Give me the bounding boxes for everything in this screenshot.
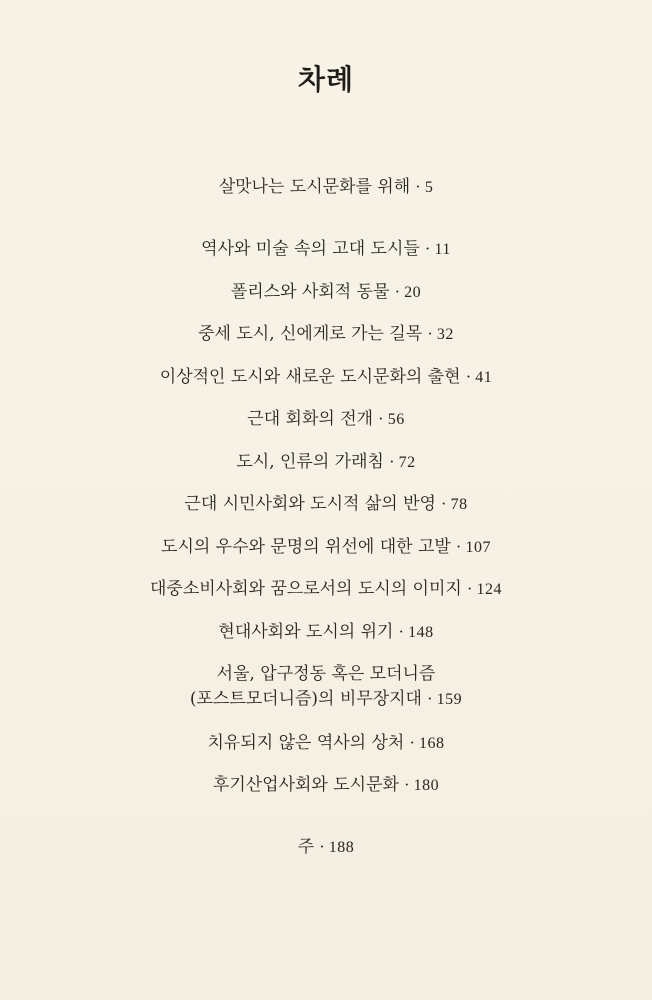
- toc-page-number: 5: [424, 179, 434, 196]
- toc-separator: ·: [394, 282, 401, 301]
- toc-entry-line2: [0, 688, 652, 711]
- toc-separator: ·: [466, 579, 473, 598]
- toc-page-number: 72: [398, 454, 416, 471]
- toc-entry-title: 폴리스와 사회적 동물: [230, 282, 390, 302]
- toc-entry: [0, 281, 652, 304]
- toc-page-number: 56: [387, 411, 405, 428]
- toc-separator: ·: [426, 689, 433, 708]
- toc-page-number: 11: [434, 241, 451, 258]
- toc-separator: ·: [388, 452, 395, 471]
- toc-separator: ·: [455, 537, 462, 556]
- toc-separator: ·: [378, 409, 384, 428]
- toc-entry-title: 역사와 미술 속의 고대 도시들: [201, 239, 420, 259]
- toc-entry: [0, 732, 652, 755]
- toc-separator: ·: [427, 324, 433, 343]
- toc-entry-line1: [0, 663, 652, 685]
- toc-page-number: 180: [413, 777, 440, 794]
- toc-page-number: 41: [475, 369, 493, 386]
- toc-entry: [0, 323, 652, 346]
- toc-entry: [0, 408, 652, 431]
- toc-separator: ·: [403, 775, 410, 794]
- toc-entry: [0, 493, 652, 516]
- toc-entry-title: 주: [297, 837, 315, 857]
- toc-entry: [0, 451, 652, 474]
- toc-entry-title: 서울, 압구정동 혹은 모더니즘: [216, 664, 436, 684]
- toc-entry-title: 도시, 인류의 가래침: [236, 452, 384, 472]
- toc-separator: ·: [398, 622, 405, 641]
- toc-entry: [0, 578, 652, 601]
- toc-entry: [0, 176, 652, 199]
- toc-entry-title: 치유되지 않은 역사의 상처: [207, 733, 405, 753]
- toc-separator: ·: [424, 239, 431, 258]
- toc-entry-title: 이상적인 도시와 새로운 도시문화의 출현: [159, 367, 461, 387]
- toc-separator: ·: [319, 837, 325, 856]
- toc-entry-notes: [0, 836, 652, 859]
- toc-entry: [0, 536, 652, 559]
- toc-entry: [0, 238, 652, 261]
- toc-page-number: 20: [404, 284, 422, 301]
- toc-entry: [0, 621, 652, 644]
- toc-entry-title: 근대 회화의 전개: [247, 409, 374, 429]
- toc-entry-title: 후기산업사회와 도시문화: [212, 775, 399, 795]
- toc-entry-title: 근대 시민사회와 도시적 삶의 반영: [184, 494, 436, 514]
- toc-page-number: 148: [408, 624, 434, 641]
- toc-entry-title: 현대사회와 도시의 위기: [218, 622, 394, 642]
- toc-entry-title: 중세 도시, 신에게로 가는 길목: [198, 324, 423, 344]
- toc-entry: [0, 774, 652, 797]
- toc-entry-title: 살맛나는 도시문화를 위해: [218, 177, 411, 197]
- toc-page-number: 107: [465, 539, 491, 556]
- toc-page-number: 78: [450, 496, 468, 513]
- toc-page-number: 32: [436, 326, 454, 343]
- toc-separator: ·: [409, 733, 416, 752]
- toc-page-number: 124: [476, 581, 502, 598]
- toc-separator: ·: [440, 494, 447, 513]
- toc-entry-title: 대중소비사회와 꿈으로서의 도시의 이미지: [150, 579, 462, 599]
- toc-page-number: 159: [436, 691, 463, 708]
- page-title: 차례: [297, 63, 355, 96]
- toc-entry-title: (포스트모더니즘)의 비무장지대: [189, 689, 422, 709]
- toc-separator: ·: [465, 367, 472, 386]
- toc-page-number: 188: [328, 839, 355, 856]
- toc-entry: [0, 366, 652, 389]
- toc-page-number: 168: [419, 735, 445, 752]
- toc-separator: ·: [415, 177, 421, 196]
- toc-entry-title: 도시의 우수와 문명의 위선에 대한 고발: [161, 537, 451, 557]
